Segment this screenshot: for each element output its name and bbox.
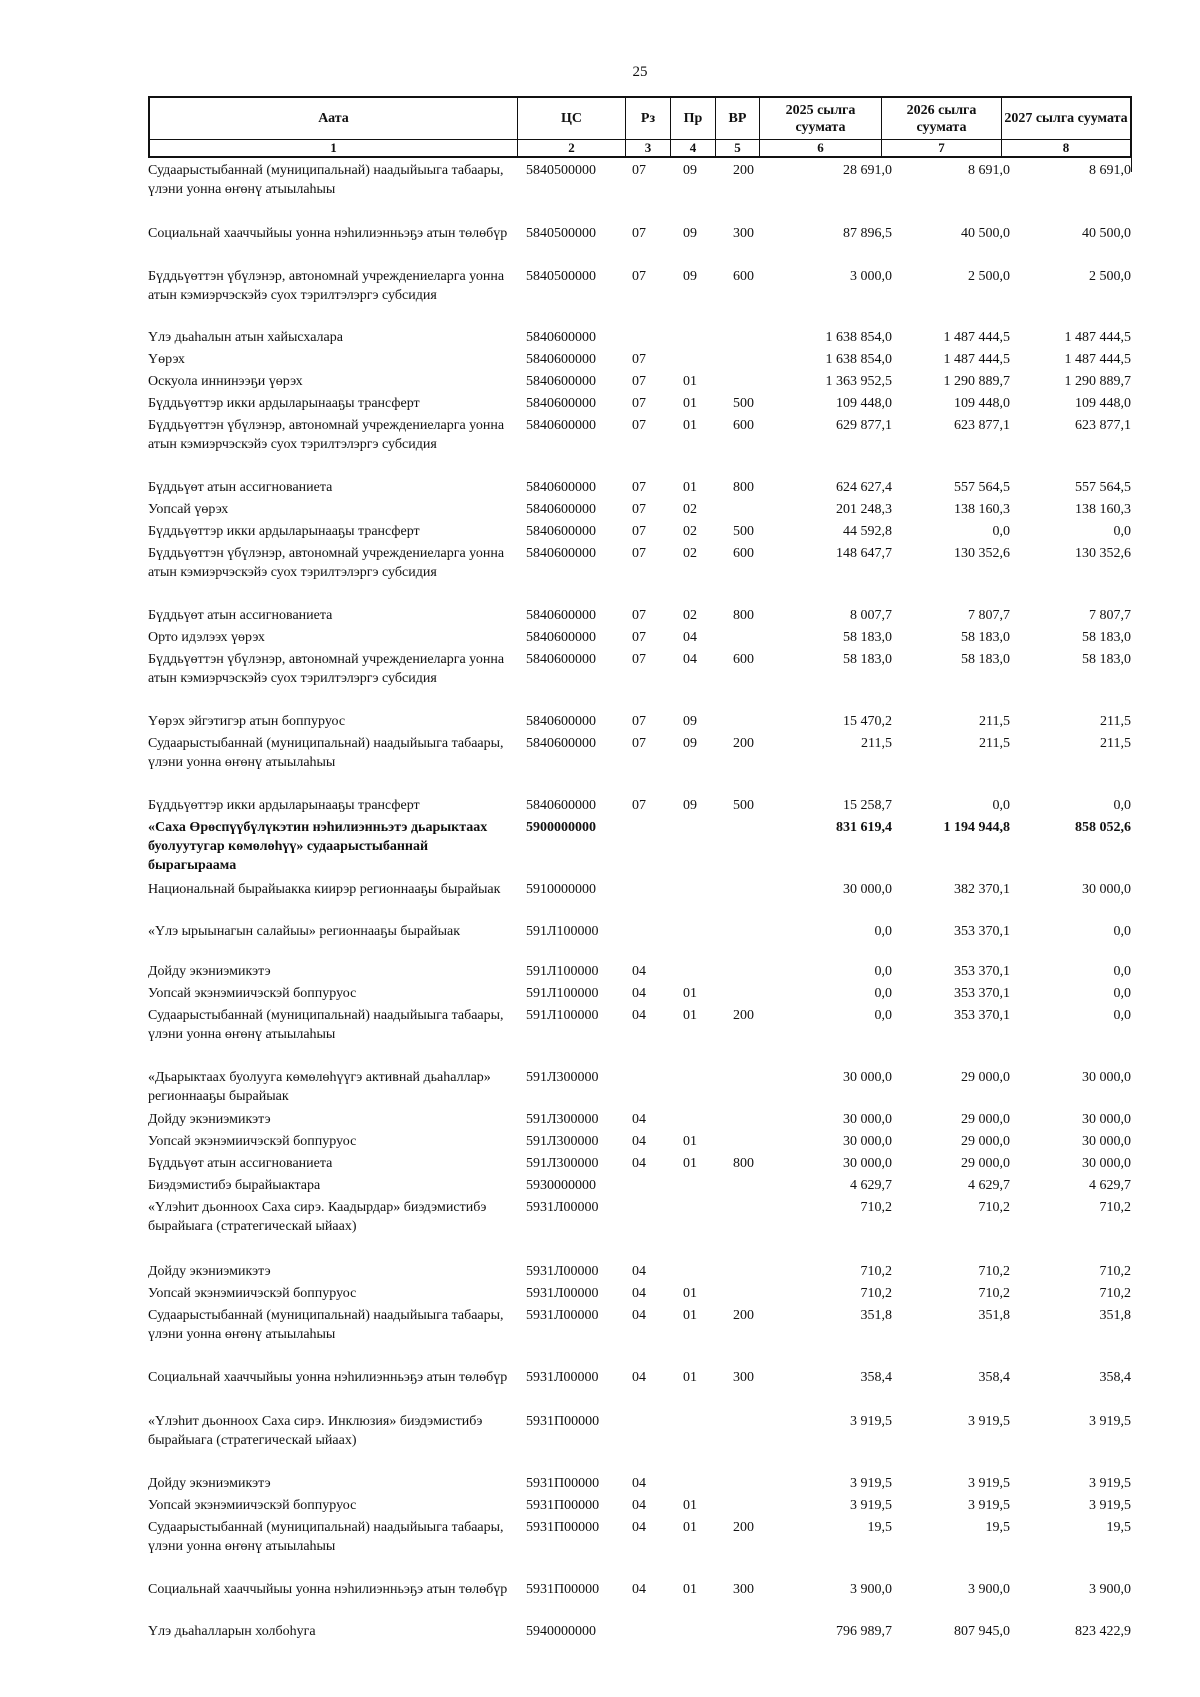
row-2027: 40 500,0: [1082, 226, 1131, 241]
row-rz: 07: [632, 480, 646, 495]
row-pr: 09: [683, 714, 697, 729]
row-name: Уопсай экэнэмиичэскэй боппуруос: [148, 1134, 357, 1149]
row-vr: 800: [733, 1156, 754, 1171]
row-2025: 1 363 952,5: [825, 374, 892, 389]
row-cs: 591Л300000: [526, 1134, 599, 1149]
row-2025: 201 248,3: [836, 502, 892, 517]
row-2026: 211,5: [979, 736, 1010, 751]
row-name: Национальнай бырайыакка киирэр регионнааҕы бырайыак: [148, 882, 501, 897]
header-2027: 2027 сылга суумата: [1004, 111, 1128, 126]
header-rz: Рз: [626, 98, 671, 139]
row-2027: 211,5: [1100, 714, 1131, 729]
row-2027: 7 807,7: [1089, 608, 1131, 623]
row-cs: 5840600000: [526, 524, 596, 539]
row-2027: 858 052,6: [1075, 820, 1131, 835]
row-name: Судаарыстыбаннай (муниципальнай) наадыйыыга табаары, үлэни уонна өҥөнү атыылаһыы: [148, 1308, 504, 1342]
row-pr: 01: [683, 396, 697, 411]
row-2027: 1 487 444,5: [1064, 352, 1131, 367]
row-2026: 353 370,1: [954, 986, 1010, 1001]
row-2025: 30 000,0: [843, 1070, 892, 1085]
row-rz: 04: [632, 1498, 646, 1513]
row-rz: 07: [632, 269, 646, 284]
row-rz: 07: [632, 524, 646, 539]
row-name: Социальнай хааччыйыы уонна нэһилиэнньэҕэ атын төлөбүр: [148, 226, 508, 241]
row-2025: 0,0: [874, 924, 892, 939]
row-cs: 5840600000: [526, 798, 596, 813]
page-number: 25: [632, 64, 648, 80]
row-vr: 800: [733, 480, 754, 495]
row-pr: 09: [683, 736, 697, 751]
row-name: Дойду экэниэмикэтэ: [148, 964, 271, 979]
row-2026: 130 352,6: [954, 546, 1010, 561]
row-vr: 200: [733, 1520, 754, 1535]
row-name: Үлэ дьаһалын атын хайысхалара: [148, 330, 343, 345]
row-2026: 0,0: [992, 798, 1010, 813]
row-cs: 591Л100000: [526, 964, 599, 979]
row-2026: 4 629,7: [968, 1178, 1010, 1193]
row-2027: 30 000,0: [1082, 1156, 1131, 1171]
row-cs: 5931Л00000: [526, 1370, 599, 1385]
row-name: Дойду экэниэмикэтэ: [148, 1112, 271, 1127]
row-vr: 600: [733, 418, 754, 433]
row-pr: 01: [683, 1498, 697, 1513]
row-2026: 0,0: [992, 524, 1010, 539]
row-2027: 3 919,5: [1089, 1498, 1131, 1513]
row-2025: 1 638 854,0: [825, 330, 892, 345]
row-2026: 382 370,1: [954, 882, 1010, 897]
row-2025: 710,2: [860, 1286, 892, 1301]
row-2026: 29 000,0: [961, 1134, 1010, 1149]
row-cs: 5840600000: [526, 352, 596, 367]
row-rz: 04: [632, 1370, 646, 1385]
row-name: Бүддьүөттэн үбүлэнэр, автономнай учреждениеларга уонна атын кэмиэрчэскэйэ суох тэрилтэлэргэ субсидия: [148, 546, 505, 580]
row-2025: 0,0: [874, 964, 892, 979]
row-2026: 211,5: [979, 714, 1010, 729]
row-pr: 01: [683, 480, 697, 495]
row-2027: 58 183,0: [1082, 652, 1131, 667]
row-2025: 30 000,0: [843, 1112, 892, 1127]
row-2025: 30 000,0: [843, 882, 892, 897]
row-2027: 710,2: [1099, 1200, 1131, 1215]
row-2026: 29 000,0: [961, 1112, 1010, 1127]
row-2026: 58 183,0: [961, 630, 1010, 645]
row-2025: 8 007,7: [850, 608, 892, 623]
row-name: «Үлэһит дьонноох Саха сирэ. Каадырдар» биэдэмистибэ бырайыага (стратегическай ыйаах): [148, 1200, 487, 1234]
row-name: «Үлэһит дьонноох Саха сирэ. Инклюзия» биэдэмистибэ бырайыага (стратегическай ыйаах): [148, 1414, 483, 1448]
row-2025: 148 647,7: [836, 546, 892, 561]
row-2026: 3 919,5: [968, 1414, 1010, 1429]
row-2027: 109 448,0: [1075, 396, 1131, 411]
row-2027: 3 919,5: [1089, 1414, 1131, 1429]
row-2026: 19,5: [985, 1520, 1010, 1535]
row-rz: 04: [632, 1582, 646, 1597]
colnum-4: 4: [671, 140, 716, 156]
row-2027: 4 629,7: [1089, 1178, 1131, 1193]
row-pr: 01: [683, 1520, 697, 1535]
row-vr: 500: [733, 524, 754, 539]
row-pr: 01: [683, 418, 697, 433]
row-pr: 01: [683, 1286, 697, 1301]
row-2027: 30 000,0: [1082, 1112, 1131, 1127]
row-rz: 04: [632, 1134, 646, 1149]
row-2027: 0,0: [1113, 524, 1131, 539]
header-2025: 2025 сылга суумата: [760, 98, 882, 139]
row-2026: 710,2: [978, 1200, 1010, 1215]
row-2027: 58 183,0: [1082, 630, 1131, 645]
row-2026: 8 691,0: [968, 163, 1010, 178]
row-pr: 01: [683, 1308, 697, 1323]
row-2027: 0,0: [1113, 1008, 1131, 1023]
row-2026: 3 919,5: [968, 1476, 1010, 1491]
row-name: Судаарыстыбаннай (муниципальнай) наадыйыыга табаары, үлэни уонна өҥөнү атыылаһыы: [148, 163, 504, 197]
row-pr: 09: [683, 163, 697, 178]
row-name: Судаарыстыбаннай (муниципальнай) наадыйыыга табаары, үлэни уонна өҥөнү атыылаһыы: [148, 1008, 504, 1042]
row-2025: 15 258,7: [843, 798, 892, 813]
row-2025: 710,2: [860, 1264, 892, 1279]
row-pr: 09: [683, 798, 697, 813]
row-2026: 1 290 889,7: [943, 374, 1010, 389]
row-cs: 5840600000: [526, 374, 596, 389]
row-cs: 591Л300000: [526, 1112, 599, 1127]
row-rz: 07: [632, 502, 646, 517]
row-pr: 09: [683, 226, 697, 241]
row-2026: 3 900,0: [968, 1582, 1010, 1597]
row-cs: 5840600000: [526, 330, 596, 345]
row-2026: 1 194 944,8: [943, 820, 1010, 835]
row-cs: 5930000000: [526, 1178, 596, 1193]
row-rz: 04: [632, 1008, 646, 1023]
row-name: Судаарыстыбаннай (муниципальнай) наадыйыыга табаары, үлэни уонна өҥөнү атыылаһыы: [148, 736, 504, 770]
row-2026: 40 500,0: [961, 226, 1010, 241]
row-cs: 5840600000: [526, 502, 596, 517]
row-pr: 02: [683, 546, 697, 561]
row-vr: 600: [733, 269, 754, 284]
row-vr: 500: [733, 396, 754, 411]
row-name: Оскуола иннинээҕи үөрэх: [148, 374, 303, 389]
row-name: Бүддьүөт атын ассигнованиета: [148, 608, 333, 623]
row-vr: 800: [733, 608, 754, 623]
row-2026: 353 370,1: [954, 964, 1010, 979]
row-2025: 19,5: [867, 1520, 892, 1535]
row-cs: 5900000000: [526, 820, 596, 835]
row-2025: 3 919,5: [850, 1498, 892, 1513]
colnum-1: 1: [150, 140, 518, 156]
row-2027: 30 000,0: [1082, 1070, 1131, 1085]
row-name: Бүддьүөттэн үбүлэнэр, автономнай учреждениеларга уонна атын кэмиэрчэскэйэ суох тэрилтэлэргэ субсидия: [148, 418, 505, 452]
row-rz: 07: [632, 736, 646, 751]
row-2027: 130 352,6: [1075, 546, 1131, 561]
row-2026: 1 487 444,5: [943, 330, 1010, 345]
row-cs: 5931Л00000: [526, 1308, 599, 1323]
row-vr: 500: [733, 798, 754, 813]
row-name: «Саха Өрөспүүбүлүкэтин нэһилиэнньэтэ дьарыктаах буолуутугар көмөлөһүү» судаарыстыбаннай бырагыраама: [148, 820, 488, 873]
row-name: Уопсай экэнэмиичэскэй боппуруос: [148, 1286, 357, 1301]
row-name: Үөрэх эйгэтигэр атын боппуруос: [148, 714, 346, 729]
row-2026: 109 448,0: [954, 396, 1010, 411]
row-2027: 138 160,3: [1075, 502, 1131, 517]
row-2026: 353 370,1: [954, 1008, 1010, 1023]
row-2025: 624 627,4: [836, 480, 892, 495]
row-name: Дойду экэниэмикэтэ: [148, 1264, 271, 1279]
row-vr: 600: [733, 546, 754, 561]
row-name: Биэдэмистибэ бырайыактара: [148, 1178, 321, 1193]
row-2026: 1 487 444,5: [943, 352, 1010, 367]
row-2026: 807 945,0: [954, 1624, 1010, 1639]
row-pr: 04: [683, 630, 697, 645]
header-2026: 2026 сылга суумата: [882, 98, 1002, 139]
row-pr: 01: [683, 1008, 697, 1023]
row-2026: 29 000,0: [961, 1156, 1010, 1171]
row-2027: 3 919,5: [1089, 1476, 1131, 1491]
row-vr: 200: [733, 1308, 754, 1323]
row-cs: 5931П00000: [526, 1582, 600, 1597]
row-cs: 5840600000: [526, 480, 596, 495]
row-2026: 138 160,3: [954, 502, 1010, 517]
row-2027: 557 564,5: [1075, 480, 1131, 495]
row-2027: 2 500,0: [1089, 269, 1131, 284]
row-2027: 0,0: [1113, 798, 1131, 813]
row-name: Үлэ дьаһалларын холбоһуга: [148, 1624, 316, 1639]
row-2025: 831 619,4: [836, 820, 892, 835]
row-2025: 3 000,0: [850, 269, 892, 284]
colnum-6: 6: [760, 140, 882, 156]
row-2027: 623 877,1: [1075, 418, 1131, 433]
row-2027: 0,0: [1113, 964, 1131, 979]
row-rz: 07: [632, 226, 646, 241]
row-rz: 07: [632, 396, 646, 411]
row-rz: 04: [632, 1112, 646, 1127]
row-cs: 5840600000: [526, 714, 596, 729]
row-2025: 710,2: [860, 1200, 892, 1215]
row-name: Судаарыстыбаннай (муниципальнай) наадыйыыга табаары, үлэни уонна өҥөнү атыылаһыы: [148, 1520, 504, 1554]
row-2025: 3 900,0: [850, 1582, 892, 1597]
row-2025: 58 183,0: [843, 630, 892, 645]
row-vr: 300: [733, 1370, 754, 1385]
colnum-2: 2: [518, 140, 626, 156]
row-rz: 07: [632, 352, 646, 367]
row-pr: 02: [683, 502, 697, 517]
row-2025: 30 000,0: [843, 1156, 892, 1171]
row-2025: 3 919,5: [850, 1414, 892, 1429]
row-cs: 5931Л00000: [526, 1264, 599, 1279]
row-2025: 0,0: [874, 1008, 892, 1023]
colnum-8: 8: [1062, 140, 1070, 155]
row-rz: 07: [632, 714, 646, 729]
row-cs: 5931П00000: [526, 1414, 600, 1429]
row-2027: 710,2: [1099, 1264, 1131, 1279]
row-name: Бүддьүөттэн үбүлэнэр, автономнай учреждениеларга уонна атын кэмиэрчэскэйэ суох тэрилтэлэргэ субсидия: [148, 269, 505, 303]
row-pr: 01: [683, 1370, 697, 1385]
row-cs: 5931П00000: [526, 1476, 600, 1491]
row-2027: 1 290 889,7: [1064, 374, 1131, 389]
row-name: Бүддьүөт атын ассигнованиета: [148, 480, 333, 495]
row-2025: 87 896,5: [843, 226, 892, 241]
row-pr: 01: [683, 1582, 697, 1597]
row-cs: 5910000000: [526, 882, 596, 897]
row-pr: 02: [683, 524, 697, 539]
row-cs: 5931Л00000: [526, 1200, 599, 1215]
row-cs: 5840500000: [526, 163, 596, 178]
row-cs: 5840600000: [526, 418, 596, 433]
row-pr: 04: [683, 652, 697, 667]
row-2026: 710,2: [978, 1264, 1010, 1279]
row-2025: 796 989,7: [836, 1624, 892, 1639]
colnum-3: 3: [626, 140, 671, 156]
row-cs: 5840600000: [526, 652, 596, 667]
row-2027: 1 487 444,5: [1064, 330, 1131, 345]
row-rz: 04: [632, 964, 646, 979]
row-vr: 200: [733, 1008, 754, 1023]
row-rz: 07: [632, 652, 646, 667]
row-2025: 211,5: [861, 736, 892, 751]
row-2025: 0,0: [874, 986, 892, 1001]
row-name: Бүддьүөттэр икки ардыларынааҕы трансферт: [148, 524, 420, 539]
row-name: Уопсай үөрэх: [148, 502, 229, 517]
row-name: Орто идэлээх үөрэх: [148, 630, 265, 645]
row-2026: 351,8: [978, 1308, 1010, 1323]
row-rz: 04: [632, 1308, 646, 1323]
row-name: Уопсай экэнэмиичэскэй боппуруос: [148, 986, 357, 1001]
row-pr: 01: [683, 986, 697, 1001]
row-2025: 4 629,7: [850, 1178, 892, 1193]
row-cs: 591Л100000: [526, 986, 599, 1001]
row-rz: 07: [632, 163, 646, 178]
row-rz: 04: [632, 1286, 646, 1301]
row-name: Бүддьүөттэр икки ардыларынааҕы трансферт: [148, 396, 420, 411]
row-pr: 01: [683, 374, 697, 389]
row-2027: 30 000,0: [1082, 882, 1131, 897]
row-2026: 7 807,7: [968, 608, 1010, 623]
row-name: Бүддьүөт атын ассигнованиета: [148, 1156, 333, 1171]
row-2025: 15 470,2: [843, 714, 892, 729]
row-2027: 3 900,0: [1089, 1582, 1131, 1597]
row-2027: 19,5: [1106, 1520, 1131, 1535]
row-pr: 01: [683, 1134, 697, 1149]
row-2026: 353 370,1: [954, 924, 1010, 939]
row-2025: 351,8: [860, 1308, 892, 1323]
row-name: Дойду экэниэмикэтэ: [148, 1476, 271, 1491]
row-cs: 5840600000: [526, 396, 596, 411]
row-2025: 3 919,5: [850, 1476, 892, 1491]
row-name: «Дьарыктаах буолууга көмөлөһүүгэ активнай дьаһаллар» регионнааҕы бырайыак: [148, 1070, 491, 1104]
row-rz: 07: [632, 630, 646, 645]
header-name: Аата: [150, 98, 518, 139]
row-cs: 591Л300000: [526, 1156, 599, 1171]
row-2026: 3 919,5: [968, 1498, 1010, 1513]
row-vr: 200: [733, 163, 754, 178]
row-name: Социальнай хааччыйыы уонна нэһилиэнньэҕэ атын төлөбүр: [148, 1370, 508, 1385]
row-2025: 629 877,1: [836, 418, 892, 433]
row-cs: 591Л100000: [526, 1008, 599, 1023]
row-name: «Үлэ ырыынагын салайыы» регионнааҕы бырайыак: [148, 924, 461, 939]
row-2026: 557 564,5: [954, 480, 1010, 495]
row-2026: 2 500,0: [968, 269, 1010, 284]
row-2025: 358,4: [860, 1370, 892, 1385]
row-2027: 0,0: [1113, 986, 1131, 1001]
row-pr: 09: [683, 269, 697, 284]
row-2027: 823 422,9: [1075, 1624, 1131, 1639]
row-name: Социальнай хааччыйыы уонна нэһилиэнньэҕэ атын төлөбүр: [148, 1582, 508, 1597]
row-cs: 5931П00000: [526, 1520, 600, 1535]
row-rz: 07: [632, 608, 646, 623]
row-rz: 07: [632, 546, 646, 561]
row-cs: 5840600000: [526, 736, 596, 751]
row-pr: 02: [683, 608, 697, 623]
row-2025: 1 638 854,0: [825, 352, 892, 367]
row-rz: 07: [632, 798, 646, 813]
row-2026: 710,2: [978, 1286, 1010, 1301]
row-rz: 07: [632, 418, 646, 433]
row-pr: 01: [683, 1156, 697, 1171]
row-rz: 04: [632, 1264, 646, 1279]
row-vr: 600: [733, 652, 754, 667]
colnum-5: 5: [716, 140, 760, 156]
row-2025: 30 000,0: [843, 1134, 892, 1149]
row-2025: 28 691,0: [843, 163, 892, 178]
row-2027: 211,5: [1100, 736, 1131, 751]
row-2026: 623 877,1: [954, 418, 1010, 433]
row-cs: 5840500000: [526, 226, 596, 241]
row-rz: 04: [632, 1156, 646, 1171]
header-cs: ЦС: [518, 98, 626, 139]
row-2026: 358,4: [978, 1370, 1010, 1385]
row-cs: 5840600000: [526, 608, 596, 623]
header-pr: Пр: [671, 98, 716, 139]
row-vr: 200: [733, 736, 754, 751]
row-rz: 04: [632, 1476, 646, 1491]
row-cs: 5931П00000: [526, 1498, 600, 1513]
row-cs: 5931Л00000: [526, 1286, 599, 1301]
row-2025: 109 448,0: [836, 396, 892, 411]
row-2027: 351,8: [1099, 1308, 1131, 1323]
row-2026: 29 000,0: [961, 1070, 1010, 1085]
row-cs: 5840600000: [526, 630, 596, 645]
row-vr: 300: [733, 226, 754, 241]
row-rz: 07: [632, 374, 646, 389]
row-2027: 710,2: [1099, 1286, 1131, 1301]
row-vr: 300: [733, 1582, 754, 1597]
row-2027: 8 691,0: [1089, 163, 1131, 178]
row-2027: 30 000,0: [1082, 1134, 1131, 1149]
row-name: Үөрэх: [148, 352, 185, 367]
row-rz: 04: [632, 986, 646, 1001]
row-2027: 358,4: [1099, 1370, 1131, 1385]
row-name: Уопсай экэнэмиичэскэй боппуруос: [148, 1498, 357, 1513]
row-cs: 5840500000: [526, 269, 596, 284]
row-cs: 591Л100000: [526, 924, 599, 939]
colnum-7: 7: [882, 140, 1002, 156]
row-cs: 5940000000: [526, 1624, 596, 1639]
row-rz: 04: [632, 1520, 646, 1535]
row-cs: 5840600000: [526, 546, 596, 561]
row-2025: 58 183,0: [843, 652, 892, 667]
row-2027: 0,0: [1113, 924, 1131, 939]
header-vr: ВР: [716, 98, 760, 139]
row-name: Бүддьүөттэн үбүлэнэр, автономнай учреждениеларга уонна атын кэмиэрчэскэйэ суох тэрилтэлэргэ субсидия: [148, 652, 505, 686]
row-cs: 591Л300000: [526, 1070, 599, 1085]
row-2025: 44 592,8: [843, 524, 892, 539]
row-2026: 58 183,0: [961, 652, 1010, 667]
row-name: Бүддьүөттэр икки ардыларынааҕы трансферт: [148, 798, 420, 813]
